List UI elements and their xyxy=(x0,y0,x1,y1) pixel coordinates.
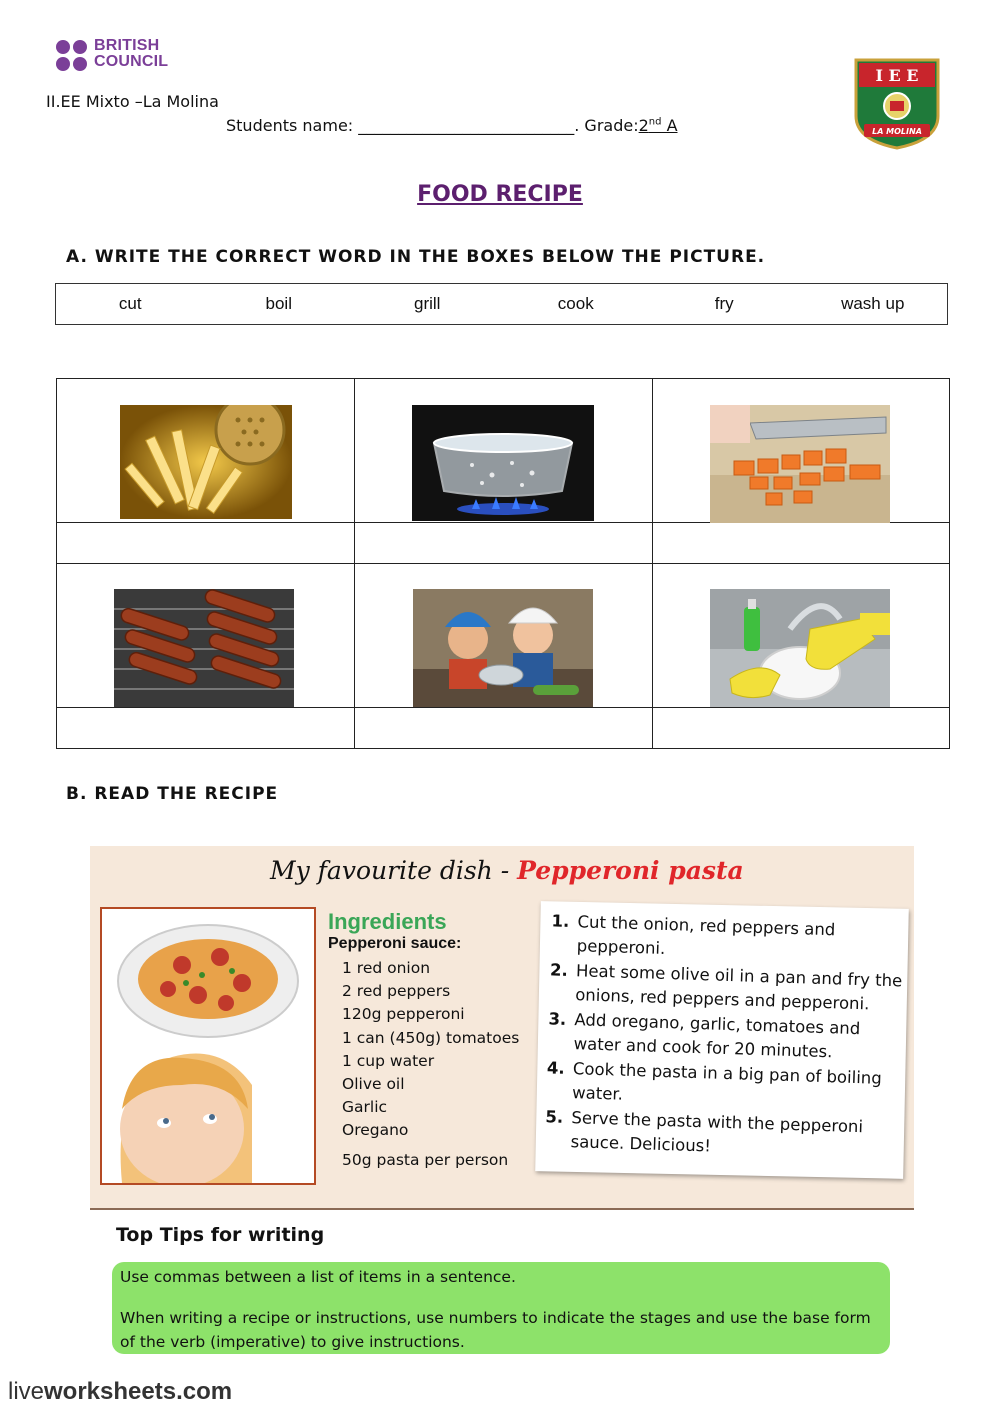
picture-cell xyxy=(355,379,653,523)
word-bank xyxy=(55,283,948,325)
sauce-heading: Pepperoni sauce: xyxy=(328,935,462,952)
recipe-title-prefix: My favourite dish - xyxy=(270,856,518,885)
school-crest-icon xyxy=(852,56,942,150)
answer-box[interactable] xyxy=(57,523,355,564)
ingredient-item: Oregano xyxy=(342,1121,409,1140)
ingredient-item: Garlic xyxy=(342,1098,388,1117)
tip-item: When writing a recipe or instructions, use numbers to indicate the stages and use the base form of the verb (imperative) to give instructions. xyxy=(120,1309,871,1351)
grade-suffix: nd xyxy=(648,116,662,128)
instruction-step xyxy=(549,958,910,1016)
picture-grid xyxy=(56,378,950,749)
ingredients-heading: Ingredients xyxy=(328,909,447,934)
step-text: Cook the pasta in a big pan of boiling water. xyxy=(571,1059,883,1104)
section-b-heading: B. READ THE RECIPE xyxy=(66,784,279,804)
step-text: Cut the onion, red peppers and pepperoni. xyxy=(576,912,836,958)
answer-box[interactable] xyxy=(355,523,653,564)
step-number: 1. xyxy=(551,911,570,931)
footer-live: live xyxy=(8,1378,45,1405)
recipe-dish-name: Pepperoni pasta xyxy=(517,856,744,885)
instruction-step xyxy=(547,1007,908,1065)
ingredient-item: 1 cup water xyxy=(342,1051,435,1070)
grade-section: A xyxy=(661,116,678,135)
footer-suffix: .com xyxy=(176,1378,233,1405)
fries-frying-icon xyxy=(120,405,292,519)
student-line xyxy=(226,116,678,135)
boiling-pot-icon xyxy=(412,405,594,521)
step-text: Serve the pasta with the pepperoni sauce. Delicious! xyxy=(570,1108,864,1156)
answer-box[interactable] xyxy=(653,708,949,748)
step-number: 2. xyxy=(549,960,569,980)
page-title: FOOD RECIPE xyxy=(417,182,583,207)
grade-value xyxy=(639,116,678,135)
washing-dishes-icon xyxy=(710,589,890,707)
answer-box[interactable] xyxy=(57,708,355,748)
grade-number: 2 xyxy=(638,116,649,135)
recipe-card-divider xyxy=(90,1208,914,1210)
answer-box[interactable] xyxy=(355,708,653,748)
step-number: 4. xyxy=(546,1058,565,1078)
word-bank-item: wash up xyxy=(841,294,905,313)
picture-cell xyxy=(653,564,949,708)
ingredient-item: Olive oil xyxy=(342,1075,405,1094)
recipe-title xyxy=(270,856,744,885)
chopping-carrots-icon xyxy=(710,405,890,523)
student-name-label: Students name: ___________________________. Grade: xyxy=(226,116,639,135)
word-bank-item: boil xyxy=(265,294,292,313)
instructions-list xyxy=(544,909,912,1165)
school-name: II.EE Mixto –La Molina xyxy=(46,92,219,111)
liveworksheets-logo[interactable] xyxy=(8,1378,232,1406)
picture-cell xyxy=(57,564,355,708)
ingredient-item: 1 can (450g) tomatoes xyxy=(342,1028,520,1047)
ingredient-item: 1 red onion xyxy=(342,959,431,977)
answer-box[interactable] xyxy=(653,523,949,564)
tips-heading: Top Tips for writing xyxy=(116,1224,325,1246)
section-a-heading: A. WRITE THE CORRECT WORD IN THE BOXES BELOW THE PICTURE. xyxy=(66,247,766,267)
word-bank-item: cook xyxy=(557,294,594,313)
grilled-sausages-icon xyxy=(114,589,294,707)
tip-item: Use commas between a list of items in a sentence. xyxy=(120,1268,516,1286)
picture-cell xyxy=(653,379,949,523)
british-council-logo-text xyxy=(94,38,168,70)
crest-letters: I E E xyxy=(875,66,919,85)
word-bank-item: grill xyxy=(414,294,441,313)
step-number: 3. xyxy=(548,1009,567,1029)
instruction-step xyxy=(544,1105,905,1163)
recipe-photo xyxy=(100,907,316,1185)
ingredient-list xyxy=(342,957,519,1143)
picture-cell xyxy=(355,564,653,708)
british-council-logo-icon xyxy=(56,40,90,72)
ingredient-item: 120g pepperoni xyxy=(342,1005,465,1024)
crest-motto: LA MOLINA xyxy=(872,127,922,136)
logo-line1: BRITISH xyxy=(94,37,160,54)
footer-worksheets: worksheets xyxy=(44,1378,177,1405)
word-bank-item: fry xyxy=(714,294,734,313)
logo-line2: COUNCIL xyxy=(94,53,169,70)
pasta-amount: 50g pasta per person xyxy=(342,1151,509,1169)
ingredient-item: 2 red peppers xyxy=(342,982,451,1001)
step-text: Heat some olive oil in a pan and fry the onions, red peppers and pepperoni. xyxy=(574,961,903,1013)
kids-cooking-icon xyxy=(413,589,593,707)
word-bank-item: cut xyxy=(118,294,142,313)
step-text: Add oregano, garlic, tomatoes and water and cook for 20 minutes. xyxy=(573,1010,861,1061)
pasta-and-girl-icon xyxy=(102,909,314,1183)
instruction-step xyxy=(550,909,911,967)
instruction-step xyxy=(546,1056,907,1114)
step-number: 5. xyxy=(545,1107,564,1127)
picture-cell xyxy=(57,379,355,523)
